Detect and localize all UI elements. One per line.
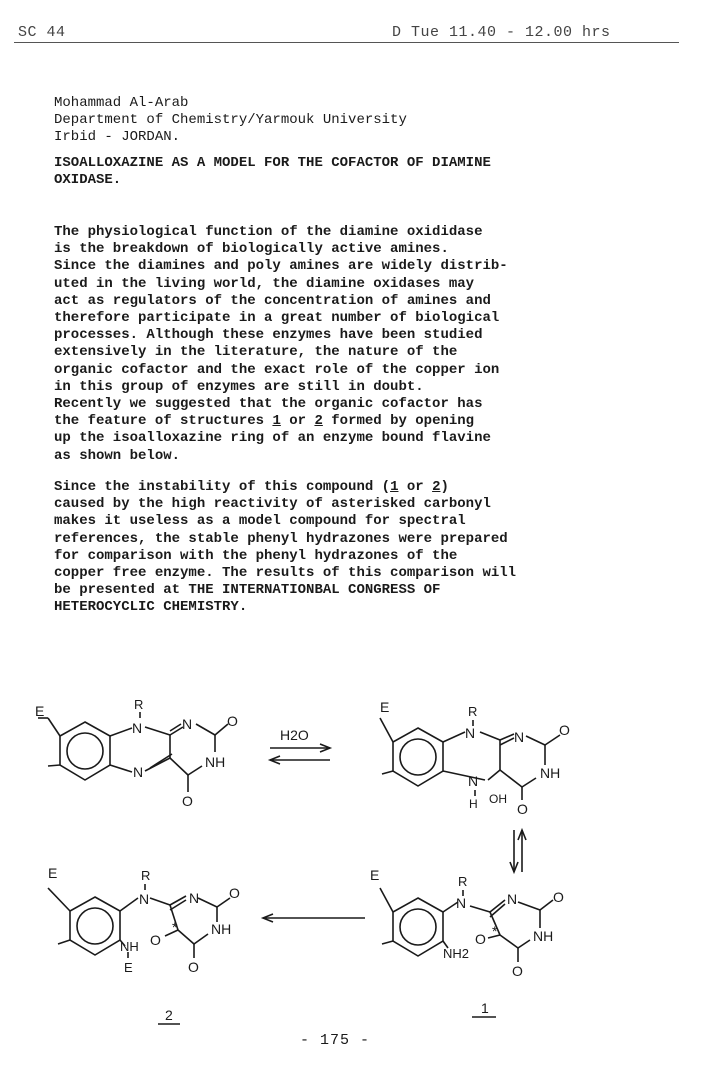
p2-line: caused by the high reactivity of asterisked carbonyl (54, 496, 491, 513)
equilibrium-arrows (270, 744, 330, 764)
p2-line: HETEROCYCLIC CHEMISTRY. (54, 599, 248, 616)
p1-line: therefore participate in a great number of biological (54, 310, 500, 327)
label-NH: NH (540, 765, 561, 781)
p1-line: extensively in the literature, the nature of the (54, 344, 458, 361)
p1-line: in this group of enzymes are still in doubt. (54, 378, 424, 395)
label-O: O (150, 932, 161, 948)
label-NH: NH (205, 754, 226, 770)
p1-line: up the isoalloxazine ring of an enzyme bound flavine (54, 430, 491, 447)
label-NH: NH (533, 928, 554, 944)
p1-text: or (280, 413, 315, 430)
label-H: H (469, 797, 478, 811)
p2-text: Since the instability of this compound ( (54, 479, 391, 495)
p2-text: ) (440, 479, 449, 495)
p1-line: The physiological function of the diamine oxididase (54, 224, 483, 240)
label-E: E (35, 703, 45, 719)
label-N: N (189, 890, 200, 906)
label-N: N (456, 895, 467, 911)
label-N: N (139, 891, 150, 907)
label-O: O (517, 801, 528, 817)
label-O: O (182, 793, 193, 809)
label-N: N (468, 773, 479, 789)
label-E: E (370, 867, 380, 883)
asterisk-carbonyl: * (172, 919, 178, 935)
header-session-time: D Tue 11.40 - 12.00 hrs (392, 24, 611, 41)
label-O: O (559, 722, 570, 738)
vertical-equilibrium-arrows (510, 830, 526, 872)
structure-ref-1: 1 (272, 413, 281, 430)
label-NH: NH (211, 921, 232, 937)
reaction-arrow (263, 914, 365, 922)
label-O: O (227, 713, 238, 729)
label-R: R (458, 874, 468, 889)
author-location: Irbid - JORDAN. (54, 129, 181, 146)
p2-line: makes it useless as a model compound for spectral (54, 513, 466, 530)
p2-text: or (398, 479, 433, 495)
p1-line: Recently we suggested that the organic cofactor has (54, 396, 483, 413)
p1-line: is the breakdown of biologically active amines. (54, 241, 449, 258)
p1-line: uted in the living world, the diamine oxidases may (54, 275, 475, 292)
label-E: E (380, 699, 390, 715)
label-O: O (475, 931, 486, 947)
label-N: N (465, 725, 476, 741)
label-N: N (133, 764, 144, 780)
structure-ref-2: 2 (314, 413, 323, 430)
label-OH: OH (489, 792, 507, 806)
label-O: O (188, 959, 199, 975)
compound-label-2: 2 (165, 1007, 173, 1023)
label-O: O (229, 885, 240, 901)
label-NH: NH (120, 939, 139, 954)
label-R: R (468, 704, 478, 719)
label-O: O (512, 963, 523, 979)
page-number: - 175 - (300, 1032, 371, 1049)
p2-line: be presented at THE INTERNATIONBAL CONGRESS OF (54, 582, 441, 599)
label-N: N (514, 729, 525, 745)
label-N: N (507, 891, 518, 907)
p1-line: processes. Although these enzymes have been studied (54, 327, 483, 344)
title-line-2: OXIDASE. (54, 172, 122, 189)
p2-line: references, the stable phenyl hydrazones were prepared (54, 530, 508, 547)
p2-line: copper free enzyme. The results of this comparison will (54, 565, 517, 582)
label-N: N (182, 716, 193, 732)
author-department: Department of Chemistry/Yarmouk University (54, 112, 407, 129)
p1-text: the feature of structures (54, 413, 273, 430)
label-R: R (134, 697, 144, 712)
p1-line: Since the diamines and poly amines are widely distrib- (54, 258, 508, 275)
p1-line: act as regulators of the concentration of amines and (54, 292, 491, 309)
asterisk-carbonyl: * (492, 923, 498, 939)
label-E: E (48, 865, 58, 881)
label-NH2: NH2 (443, 946, 470, 961)
author-name: Mohammad Al-Arab (54, 95, 189, 111)
p1-line: organic cofactor and the exact role of the copper ion (54, 361, 500, 378)
title-line-1: ISOALLOXAZINE AS A MODEL FOR THE COFACTOR OF DIAMINE (54, 155, 491, 171)
p1-line: as shown below. (54, 447, 181, 464)
p2-line: for comparison with the phenyl hydrazones of the (54, 547, 458, 564)
label-R: R (141, 868, 151, 883)
header-session-code: SC 44 (18, 24, 66, 41)
compound-label-1: 1 (481, 1000, 489, 1016)
label-N: N (132, 720, 143, 736)
compound-ref-2: 2 (432, 479, 441, 495)
p1-text: formed by opening (322, 413, 475, 430)
label-O: O (553, 889, 564, 905)
label-E: E (124, 960, 133, 975)
compound-ref-1: 1 (390, 479, 399, 495)
reagent-water: H2O (280, 727, 309, 743)
